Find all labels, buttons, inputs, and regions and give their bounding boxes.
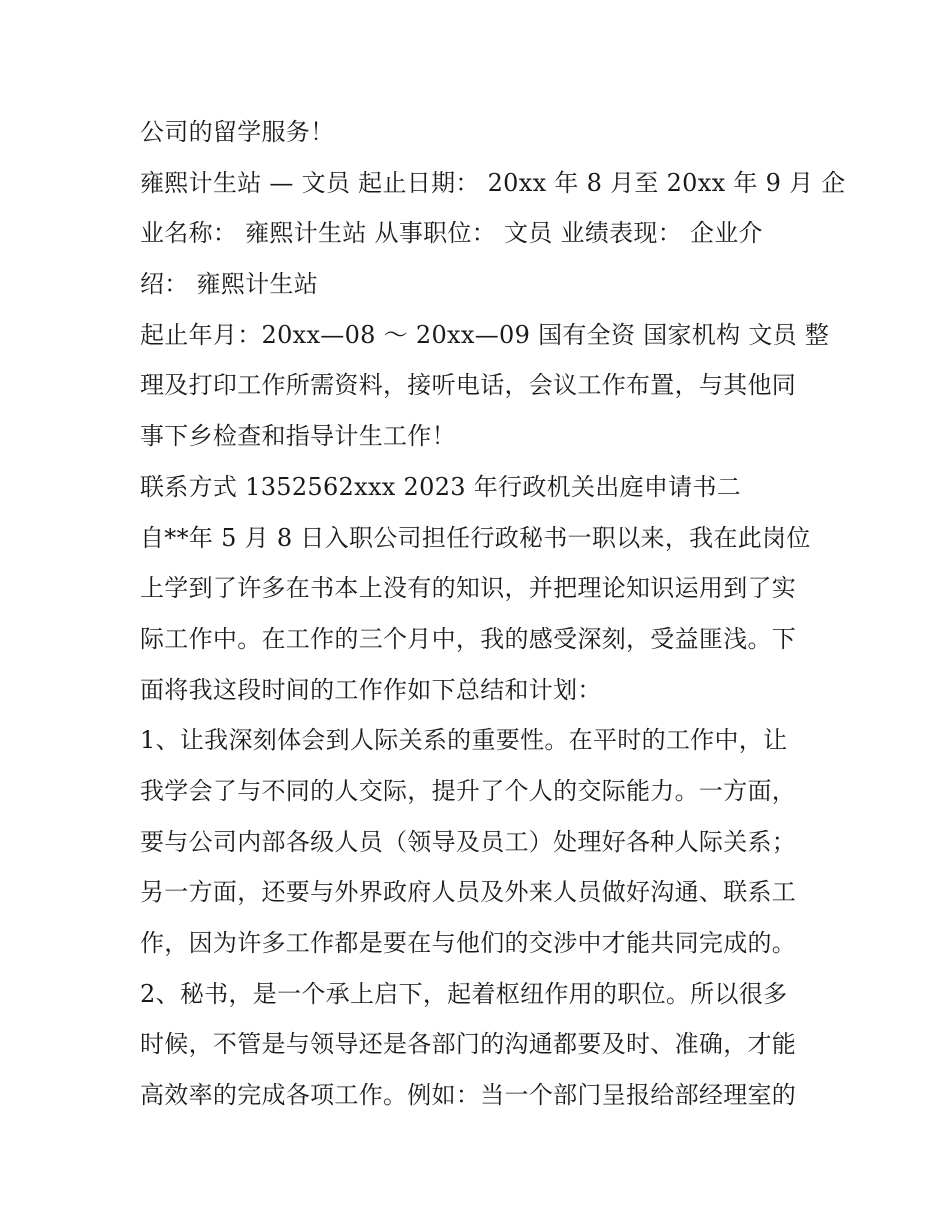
text-line: 时候，不管是与领导还是各部门的沟通都要及时、准确，才能 (140, 1030, 797, 1059)
text-line: 高效率的完成各项工作。例如：当一个部门呈报给部经理室的 (140, 1081, 797, 1110)
text-line: 另一方面，还要与外界政府人员及外来人员做好沟通、联系工 (140, 878, 797, 907)
text-line: 上学到了许多在书本上没有的知识，并把理论知识运用到了实 (140, 574, 797, 603)
text-line: 联系方式 1352562xxx 2023 年行政机关出庭申请书二 (140, 472, 742, 501)
text-line: 理及打印工作所需资料，接听电话，会议工作布置，与其他同 (140, 371, 797, 400)
text-line: 2、秘书，是一个承上启下，起着枢纽作用的职位。所以很多 (140, 979, 788, 1008)
text-line: 面将我这段时间的工作作如下总结和计划： (140, 675, 602, 704)
text-line: 作，因为许多工作都是要在与他们的交涉中才能共同完成的。 (140, 929, 797, 957)
text-line: 雍熙计生站 — 文员 起止日期： 20xx 年 8 月至 20xx 年 9 月 企 (140, 168, 846, 197)
text-line: 业名称： 雍熙计生站 从事职位： 文员 业绩表现： 企业介 (140, 219, 763, 248)
text-line: 1、让我深刻体会到人际关系的重要性。在平时的工作中，让 (140, 726, 788, 755)
text-line: 我学会了与不同的人交际，提升了个人的交际能力。一方面， (140, 776, 797, 805)
text-line: 起止年月：20xx—08 ～ 20xx—09 国有全资 国家机构 文员 整 (140, 320, 830, 349)
text-line: 际工作中。在工作的三个月中，我的感受深刻，受益匪浅。下 (140, 624, 797, 653)
text-line: 要与公司内部各级人员（领导及员工）处理好各种人际关系； (140, 827, 797, 856)
text-line: 绍： 雍熙计生站 (140, 270, 319, 299)
document-body (140, 107, 846, 1121)
text-line: 公司的留学服务！ (140, 118, 335, 146)
text-line: 事下乡检查和指导计生工作！ (140, 422, 456, 451)
text-line: 自**年 5 月 8 日入职公司担任行政秘书一职以来，我在此岗位 (140, 523, 811, 552)
